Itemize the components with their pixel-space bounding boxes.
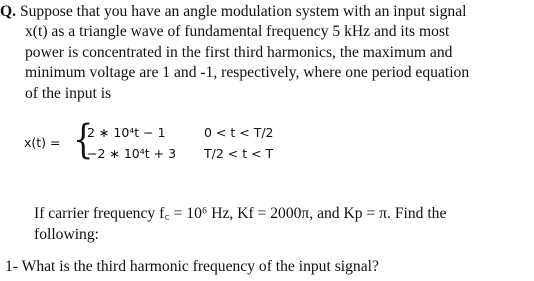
question-paragraph <box>0 2 530 104</box>
question-line-3: power is concentrated in the first third harmonics, the maximum and <box>25 43 453 61</box>
carrier-line-1: If carrier frequency f꜀ = 10⁶ Hz, Kf = 2000π, and Kp = π. Find the <box>34 205 447 222</box>
subquestion-1 <box>5 256 530 277</box>
question-text-1: Suppose that you have an angle modulation system with an input signal <box>19 3 467 20</box>
case-2-expression: −2 ∗ 10⁴t + 3 <box>87 146 177 161</box>
case-1-condition: 0 < t < T/2 <box>204 125 274 140</box>
case-1-expression: 2 ∗ 10⁴t − 1 <box>87 125 166 140</box>
question-line-2: x(t) as a triangle wave of fundamental frequency 5 kHz and its most <box>25 23 450 41</box>
piecewise-equation <box>24 117 324 166</box>
subquestion-text: What is the third harmonic frequency of the input signal? <box>21 258 379 275</box>
question-line-4: minimum voltage are 1 and -1, respectively, where one period equation <box>25 64 470 82</box>
equation-lhs: x(t) = <box>24 135 61 150</box>
carrier-paragraph <box>34 203 529 245</box>
carrier-line-2: following: <box>34 226 99 243</box>
case-2-condition: T/2 < t < T <box>204 146 274 161</box>
subquestion-number: 1- <box>5 258 18 275</box>
question-line-5: of the input is <box>25 84 112 102</box>
question-label: Q. <box>0 3 17 20</box>
question-line-1 <box>0 2 530 22</box>
brace-symbol: { <box>73 117 94 163</box>
